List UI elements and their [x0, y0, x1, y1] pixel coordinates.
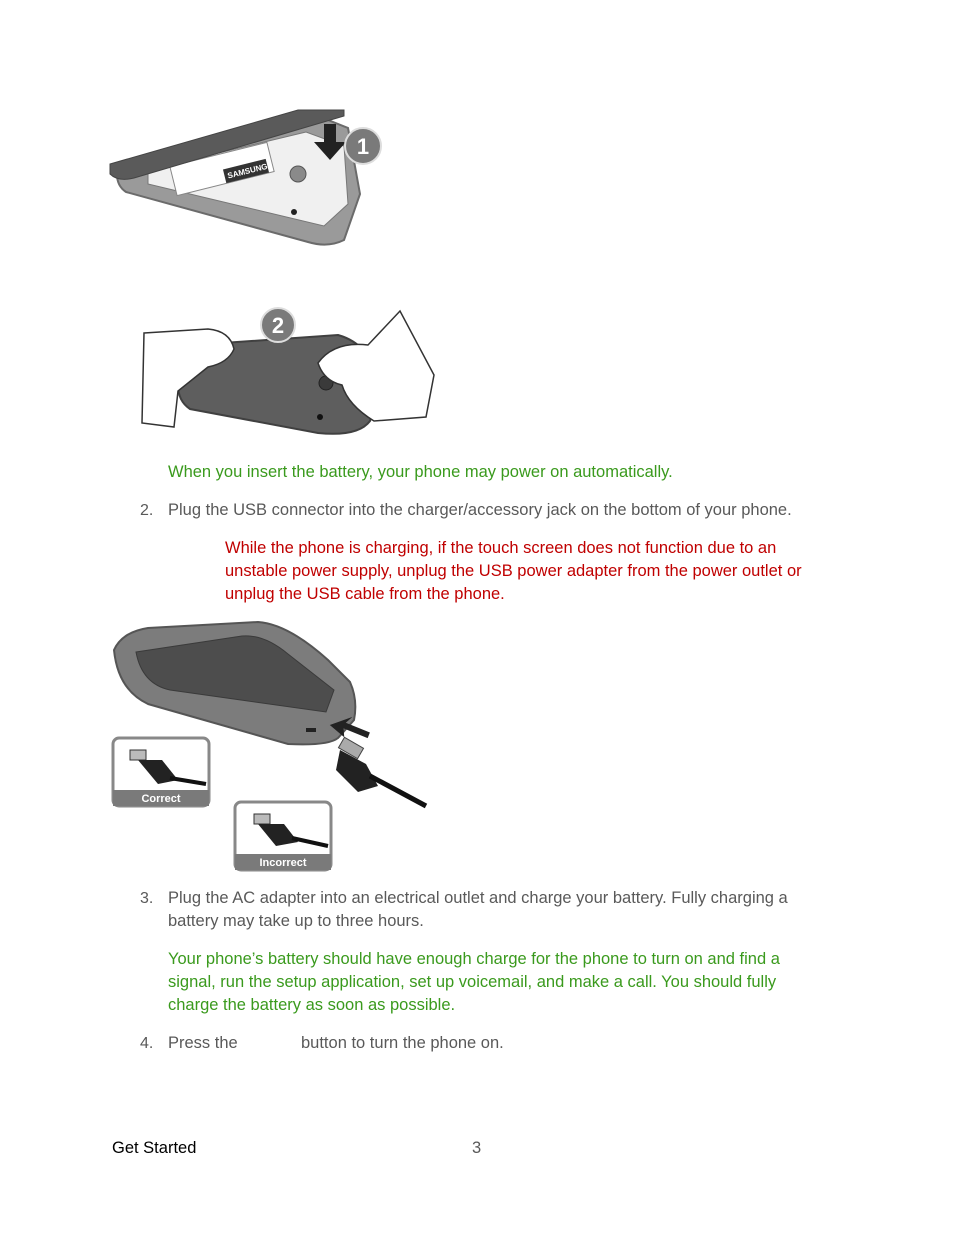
footer-page-number: 3	[472, 1139, 482, 1157]
battery-note: When you insert the battery, your phone may power on automatically.	[168, 463, 673, 481]
charging-warning-line: unplug the USB cable from the phone.	[225, 585, 505, 603]
step-2-text: Plug the USB connector into the charger/accessory jack on the bottom of your phone.	[168, 501, 792, 519]
step-2-number: 2.	[140, 502, 154, 519]
figure-plug-usb	[108, 620, 438, 875]
charging-warning-line: While the phone is charging, if the touch screen does not function due to an	[225, 539, 777, 557]
charge-note-line: signal, run the setup application, set up voicemail, and make a call. You should fully	[168, 973, 777, 991]
correct-label: Correct	[141, 793, 181, 805]
step-4-text-after: button to turn the phone on.	[301, 1034, 504, 1052]
figure-press-back-cover	[138, 305, 443, 445]
step-3-line: Plug the AC adapter into an electrical outlet and charge your battery. Fully charging a	[168, 889, 788, 907]
step-3-number: 3.	[140, 890, 154, 907]
incorrect-label: Incorrect	[259, 857, 307, 869]
charging-warning-line: unstable power supply, unplug the USB power adapter from the power outlet or	[225, 562, 802, 580]
figure-insert-back-cover	[108, 108, 393, 250]
step-3-line: battery may take up to three hours.	[168, 912, 424, 930]
step-badge-2-number: 2	[271, 313, 285, 338]
charging-warning	[225, 537, 865, 606]
step-4-text-before: Press the	[168, 1034, 238, 1052]
charge-note-line: Your phone’s battery should have enough charge for the phone to turn on and find a	[168, 950, 780, 968]
charge-note	[168, 948, 868, 1017]
step-4-number: 4.	[140, 1035, 154, 1052]
step-3-text	[168, 887, 868, 933]
charge-note-line: charge the battery as soon as possible.	[168, 996, 456, 1014]
battery-brand-label: SAMSUNG	[226, 161, 269, 181]
step-badge-1-number: 1	[356, 134, 370, 159]
footer-section-title: Get Started	[112, 1139, 197, 1157]
